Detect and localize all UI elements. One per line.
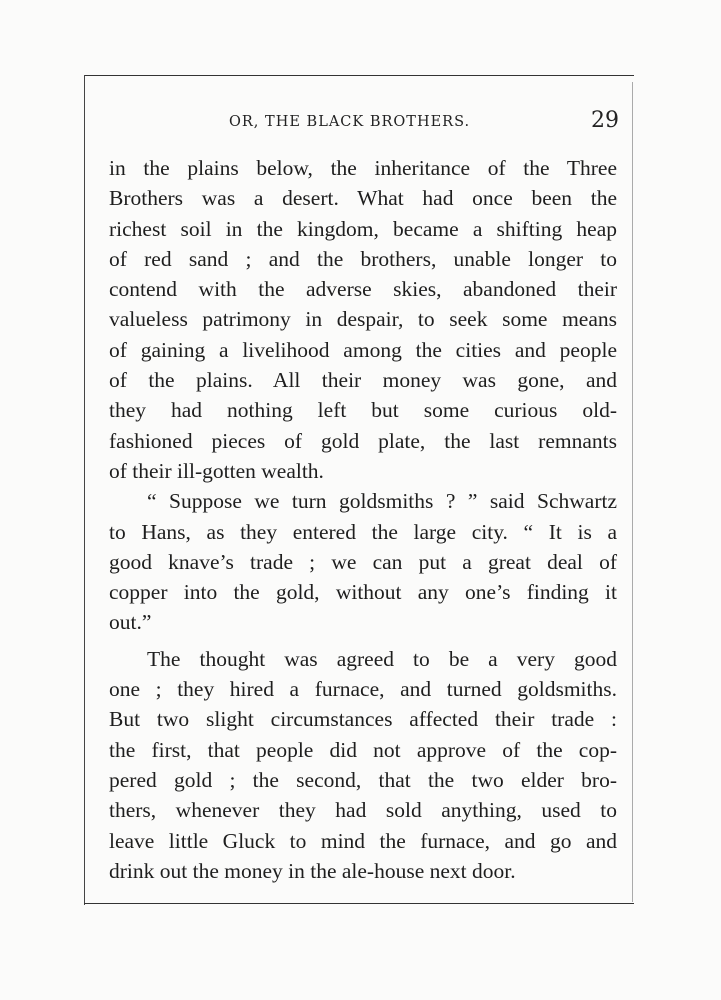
bottom-border-rule [84,903,634,904]
text-line: they had nothing left but some curious old- [109,398,617,423]
text-line: the first, that people did not approve of the cop- [109,737,617,762]
text-line: The thought was agreed to be a very good [147,646,617,671]
paragraph [109,486,617,637]
text-line: of the plains. All their money was gone, and [109,368,617,393]
text-line: valueless patrimony in despair, to seek some means [109,307,617,332]
text-line: out.” [109,610,152,635]
page-number: 29 [591,108,619,133]
text-line: good knave’s trade ; we can put a great deal of [109,549,617,574]
text-line: of red sand ; and the brothers, unable longer to [109,246,617,271]
running-title: OR, THE BLACK BROTHERS. [229,114,471,130]
text-line: of gaining a livelihood among the cities and people [109,337,617,362]
text-line: But two slight circumstances affected their trade : [109,707,617,732]
body-text [109,153,617,886]
top-border-rule [84,75,634,76]
text-line: pered gold ; the second, that the two elder bro- [109,767,617,792]
text-line: leave little Gluck to mind the furnace, and go and [109,828,617,853]
text-line: contend with the adverse skies, abandoned their [109,277,617,302]
paragraph [109,153,617,486]
text-line: “ Suppose we turn goldsmiths ? ” said Schwartz [147,489,617,514]
text-line: richest soil in the kingdom, became a shifting heap [109,216,617,241]
text-line: one ; they hired a furnace, and turned goldsmiths. [109,677,617,702]
text-line: drink out the money in the ale-house next door. [109,858,516,883]
right-border-rule [632,82,633,902]
text-line: fashioned pieces of gold plate, the last remnants [109,428,617,453]
paragraph [109,644,617,886]
running-head [109,108,619,138]
text-line: of their ill-gotten wealth. [109,458,324,483]
text-line: Brothers was a desert. What had once been the [109,186,617,211]
text-line: thers, whenever they had sold anything, used to [109,798,617,823]
left-border-rule [84,75,85,905]
text-line: copper into the gold, without any one’s finding it [109,580,617,605]
text-line: to Hans, as they entered the large city. “ It is a [109,519,617,544]
text-line: in the plains below, the inheritance of the Three [109,156,617,180]
